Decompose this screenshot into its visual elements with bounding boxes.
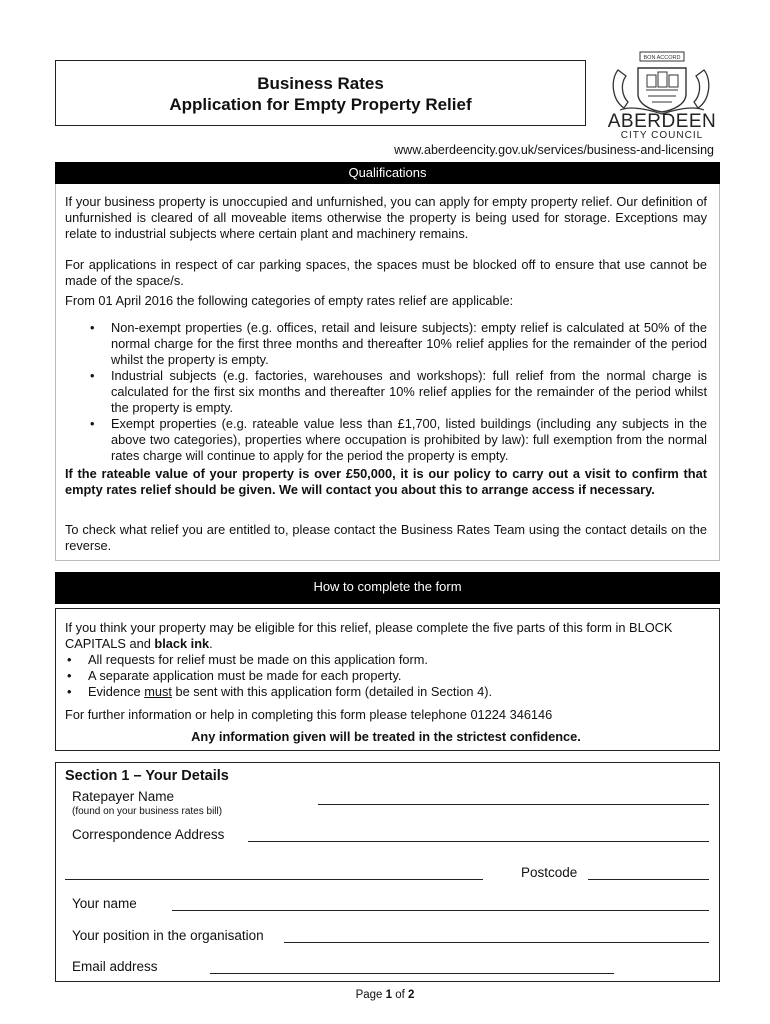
bullet-icon: • <box>90 320 95 335</box>
confidentiality-note: Any information given will be treated in the strictest confidence. <box>191 729 581 744</box>
position-label: Your position in the organisation <box>72 928 264 943</box>
qualifications-heading: Qualifications <box>55 162 720 184</box>
bullet-icon: • <box>67 668 72 683</box>
logo-subname: CITY COUNCIL <box>620 130 704 141</box>
your-name-label: Your name <box>72 896 137 911</box>
your-name-field[interactable] <box>172 910 709 911</box>
list-item: • Industrial subjects (e.g. factories, warehouses and workshops): full relief from the normal charge is calculated for the first six months and thereafter 10% relief applies for the remainder of the period whilst the property is empty. <box>90 368 707 415</box>
form-title: Business Rates <box>257 74 384 93</box>
form-subtitle: Application for Empty Property Relief <box>169 95 472 114</box>
black-ink-emphasis: black ink <box>154 636 210 651</box>
postcode-label: Postcode <box>521 865 578 880</box>
section-1-title: Section 1 – Your Details <box>65 768 229 784</box>
how-to-complete-heading: How to complete the form <box>55 572 720 604</box>
position-field[interactable] <box>284 942 709 943</box>
list-item: • Non-exempt properties (e.g. offices, retail and leisure subjects): empty relief is calculated at 50% of the normal charge for the first three months and thereafter 10% relief applies for the remainder of the period whilst the property is empty. <box>90 320 707 367</box>
qualifications-paragraph-4: To check what relief you are entitled to, please contact the Business Rates Team using the contact details on the reverse. <box>65 522 707 553</box>
correspondence-address-label: Correspondence Address <box>72 827 225 842</box>
logo-name: ABERDEEN <box>607 111 717 132</box>
help-telephone: For further information or help in completing this form please telephone 01224 346146 <box>65 707 553 722</box>
qualifications-paragraph-3: From 01 April 2016 the following categories of empty rates relief are applicable: <box>65 293 514 308</box>
email-label: Email address <box>72 959 158 974</box>
relief-category-list <box>90 320 707 464</box>
address-line-2-field[interactable] <box>65 879 483 880</box>
ratepayer-name-label: Ratepayer Name <box>72 789 175 804</box>
how-instructions-list <box>67 652 708 700</box>
email-field[interactable] <box>210 973 614 974</box>
visit-policy-note: If the rateable value of your property is over £50,000, it is our policy to carry out a visit to confirm that empty rates relief should be given. We will contact you about this to arrange access if necessary. <box>65 466 707 497</box>
qualifications-paragraph-1: If your business property is unoccupied and unfurnished, you can apply for empty property relief. Our definition of unfurnished is cleared of all moveable items otherwise the property is being used for storage. Exceptions may relate to industrial subjects where certain plant and machinery remains. <box>65 194 707 241</box>
bullet-icon: • <box>67 684 72 699</box>
how-intro: If you think your property may be eligible for this relief, please complete the five parts of this form in BLOCK CAPITALS and black ink. <box>65 620 673 651</box>
logo-motto: BON ACCORD <box>643 55 681 61</box>
address-line-1-field[interactable] <box>248 841 709 842</box>
ratepayer-name-hint: (found on your business rates bill) <box>72 806 223 817</box>
bullet-icon: • <box>67 652 72 667</box>
list-item: • Evidence must be sent with this application form (detailed in Section 4). <box>67 684 493 699</box>
website-url[interactable]: www.aberdeencity.gov.uk/services/business-and-licensing <box>394 143 714 157</box>
list-item: • All requests for relief must be made on this application form. <box>67 652 428 667</box>
ratepayer-name-field[interactable] <box>318 804 709 805</box>
qualifications-paragraph-2: For applications in respect of car parking spaces, the spaces must be blocked off to ensure that use cannot be made of the space/s. <box>65 257 707 288</box>
postcode-field[interactable] <box>588 879 709 880</box>
bullet-icon: • <box>90 368 95 383</box>
list-item: • A separate application must be made for each property. <box>67 668 402 683</box>
list-item: • Exempt properties (e.g. rateable value less than £1,700, listed buildings (including any subjects in the above two categories), properties where occupation is prohibited by law): full exemption from the normal rates charge will continue to apply for the period the property is empty. <box>90 416 707 463</box>
bullet-icon: • <box>90 416 95 431</box>
page-number: Page 1 of 2 <box>355 989 415 1001</box>
form-title-box <box>55 60 586 126</box>
